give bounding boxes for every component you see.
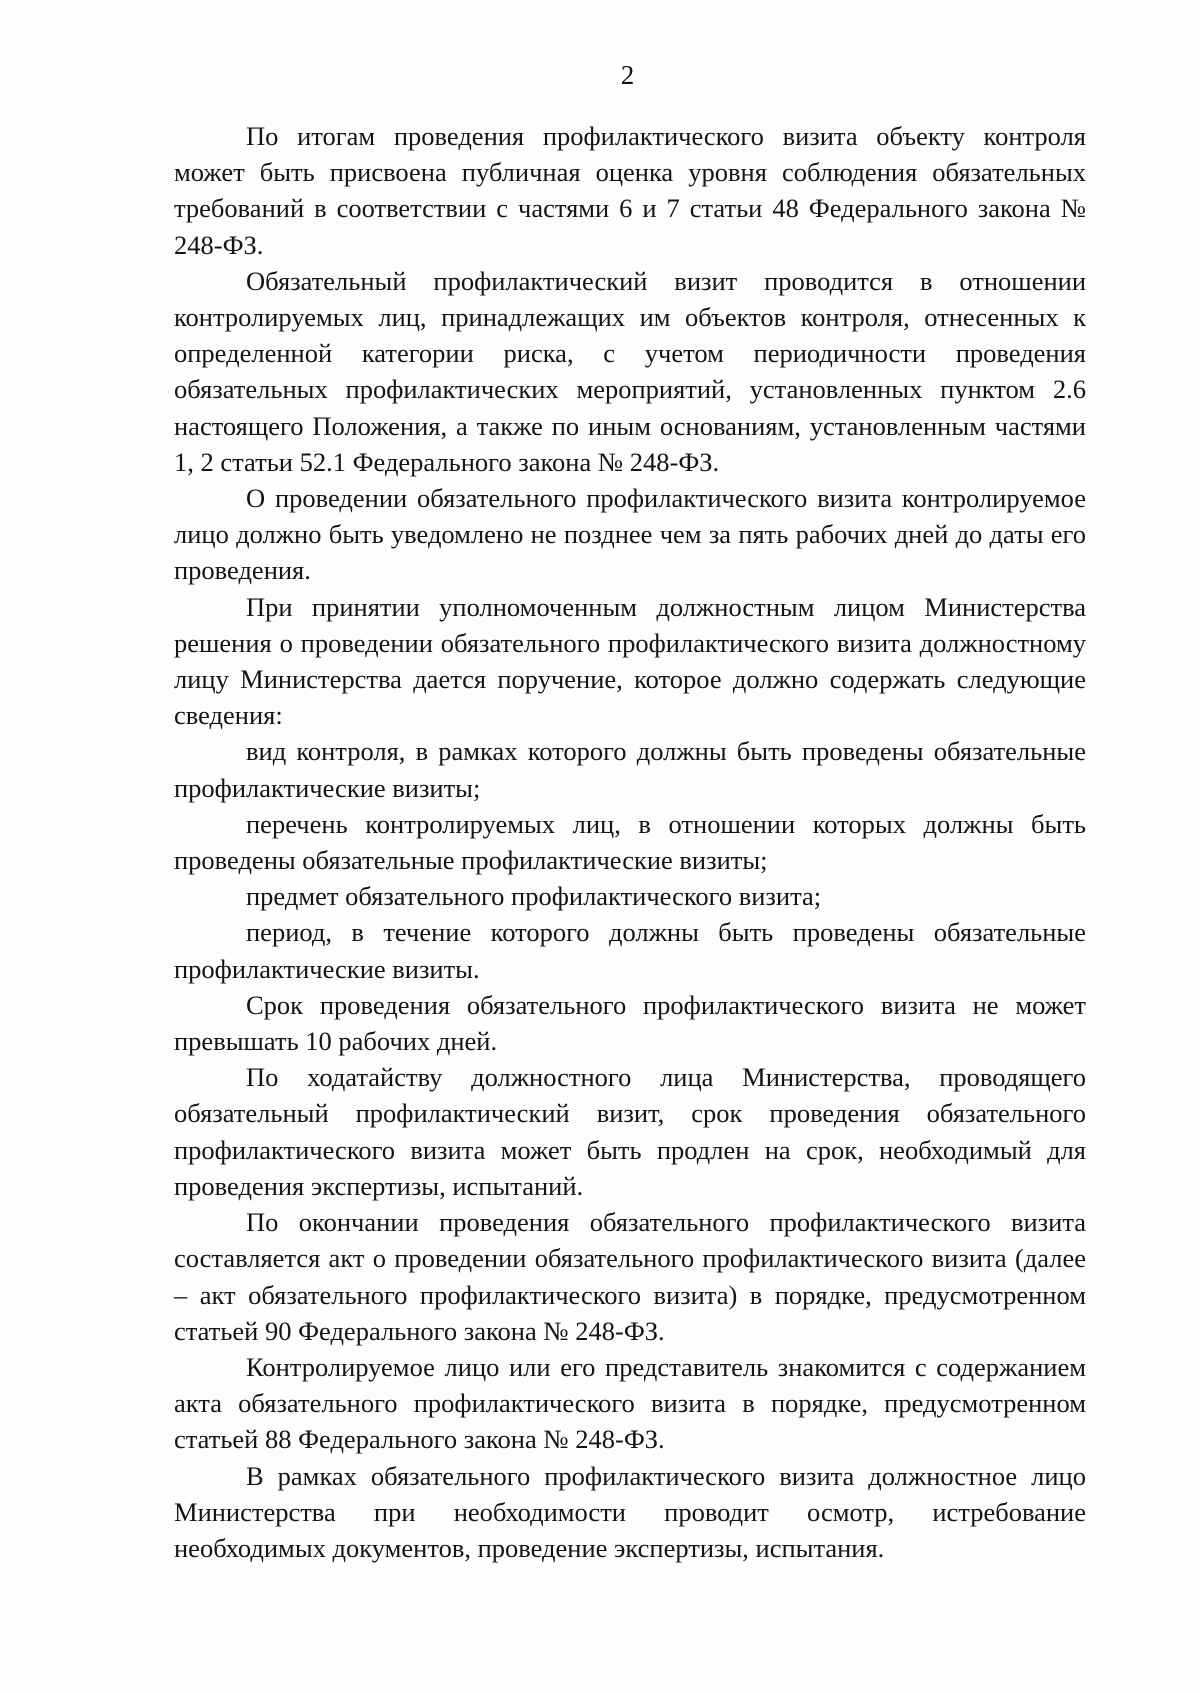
paragraph-visit-subject: предмет обязательного профилактического визита; xyxy=(246,881,822,912)
paragraph-control-type: вид контроля, в рамках которого должны быть проведены обязательные профилактические визиты; xyxy=(174,736,1086,803)
paragraph-public-assessment: По итогам проведения профилактического визита объекту контроля может быть присвоена публичная оценка уровня соблюдения обязательных требований в соответствии с частями 6 и 7 статьи 48 Федерального закона № 248-ФЗ. xyxy=(174,121,1086,260)
paragraph-mandatory-visit: Обязательный профилактический визит проводится в отношении контролируемых лиц, принадлежащих им объектов контроля, отнесенных к определенной категории риска, с учетом периодичности проведения обязательных профилактических мероприятий, установленных пунктом 2.6 настоящего Положения, а также по иным основаниям, установленным частями 1, 2 статьи 52.1 Федерального закона № 248-ФЗ. xyxy=(174,265,1086,477)
paragraph-notification: О проведении обязательного профилактического визита контролируемое лицо должно быть уведомлено не позднее чем за пять рабочих дней до даты его проведения. xyxy=(174,483,1086,586)
document-body xyxy=(174,118,1086,1566)
paragraph-act-review: Контролируемое лицо или его представитель знакомится с содержанием акта обязательного профилактического визита в порядке, предусмотренном статьей 88 Федерального закона № 248-ФЗ. xyxy=(174,1351,1086,1455)
paragraph-visit-act: По окончании проведения обязательного профилактического визита составляется акт о проведении обязательного профилактического визита (далее – акт обязательного профилактического визита) в порядке, предусмотренном статьей 90 Федерального закона № 248-ФЗ. xyxy=(174,1207,1086,1346)
page-number: 2 xyxy=(620,60,635,90)
paragraph-inspection-actions: В рамках обязательного профилактического визита должностное лицо Министерства при необходимости проводит осмотр, истребование необходимых документов, проведение экспертизы, испытания. xyxy=(174,1460,1086,1563)
paragraph-controlled-persons-list: перечень контролируемых лиц, в отношении которых должны быть проведены обязательные профилактические визиты; xyxy=(174,808,1086,876)
paragraph-extension: По ходатайству должностного лица Министерства, проводящего обязательный профилактический визит, срок проведения обязательного профилактического визита может быть продлен на срок, необходимый для проведения экспертизы, испытаний. xyxy=(174,1062,1086,1201)
paragraph-visit-duration: Срок проведения обязательного профилактического визита не может превышать 10 рабочих дней. xyxy=(174,989,1086,1057)
paragraph-visit-period: период, в течение которого должны быть проведены обязательные профилактические визиты. xyxy=(174,917,1086,984)
paragraph-order-decision: При принятии уполномоченным должностным лицом Министерства решения о проведении обязательного профилактического визита должностному лицу Министерства дается поручение, которое должно содержать следующие сведения: xyxy=(174,591,1086,731)
